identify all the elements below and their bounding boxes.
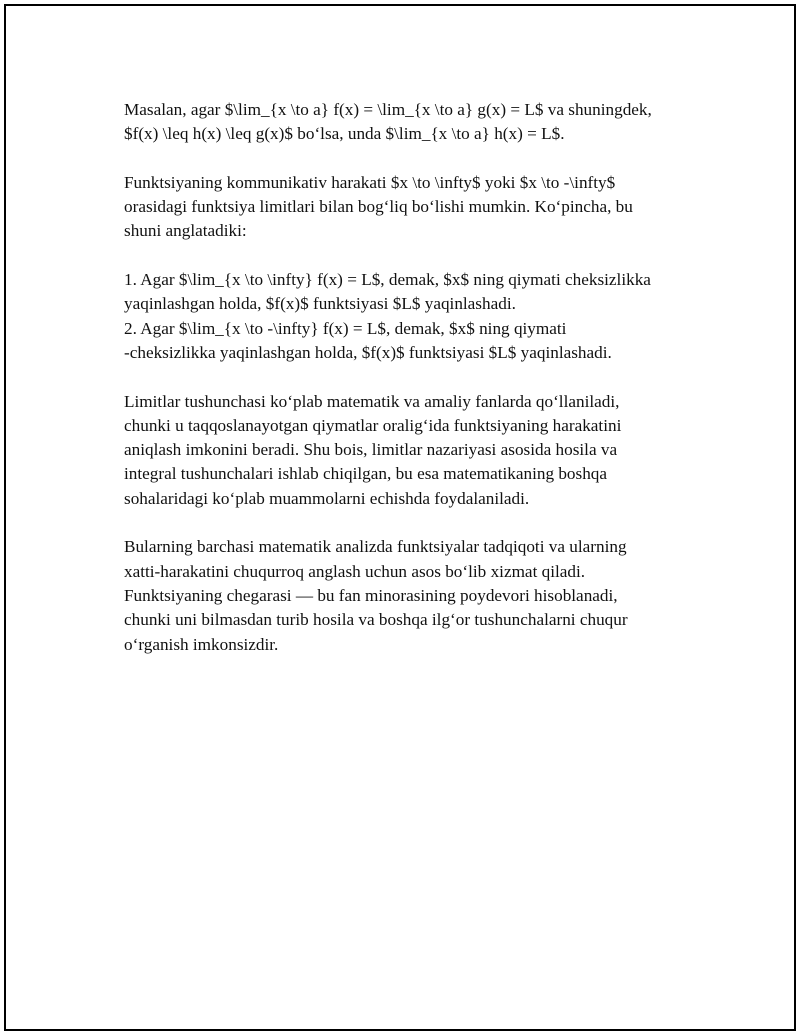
text-line: $f(x) \leq h(x) \leq g(x)$ bo‘lsa, unda $\lim_{x \to a} h(x) = L$.	[124, 124, 565, 144]
list-item-1-line: yaqinlashgan holda, $f(x)$ funktsiyasi $L$ yaqinlashadi.	[124, 294, 516, 314]
text-line: xatti-harakatini chuqurroq anglash uchun asos bo‘lib xizmat qiladi.	[124, 561, 586, 581]
text-line: Funktsiyaning chegarasi — bu fan minorasining poydevori hisoblanadi,	[124, 585, 618, 605]
text-line: Masalan, agar $\lim_{x \to a} f(x) = \lim_{x \to a} g(x) = L$ va shuningdek,	[124, 100, 652, 119]
list-item-1-line: 1. Agar $\lim_{x \to \infty} f(x) = L$, demak, $x$ ning qiymati cheksizlikka	[124, 270, 651, 290]
text-line: Bularning barchasi matematik analizda funktsiyalar tadqiqoti va ularning	[124, 537, 627, 557]
paragraph-infinity-behavior	[124, 171, 704, 244]
text-line: aniqlash imkonini beradi. Shu bois, limitlar nazariyasi asosida hosila va	[124, 440, 618, 460]
paragraph-limit-applications	[124, 390, 704, 511]
text-line: sohalaridagi ko‘plab muammolarni echishda foydalaniladi.	[124, 488, 530, 508]
text-line: integral tushunchalari ishlab chiqilgan, bu esa matematikaning boshqa	[124, 464, 608, 484]
list-item-2-line: 2. Agar $\lim_{x \to -\infty} f(x) = L$, demak, $x$ ning qiymati	[124, 318, 567, 338]
document-body	[124, 98, 704, 681]
page-frame	[4, 4, 796, 1031]
text-line: o‘rganish imkonsizdir.	[124, 634, 279, 654]
text-line: Limitlar tushunchasi ko‘plab matematik va amaliy fanlarda qo‘llaniladi,	[124, 391, 620, 411]
text-line: chunki u taqqoslanayotgan qiymatlar oralig‘ida funktsiyaning harakatini	[124, 415, 622, 435]
text-line: chunki uni bilmasdan turib hosila va boshqa ilg‘or tushunchalarni chuqur	[124, 610, 628, 630]
text-line: shuni anglatadiki:	[124, 221, 247, 241]
paragraph-limit-example	[124, 98, 704, 147]
numbered-list	[124, 268, 704, 365]
list-item-2-line: -cheksizlikka yaqinlashgan holda, $f(x)$ funktsiyasi $L$ yaqinlashadi.	[124, 342, 612, 362]
paragraph-conclusion	[124, 535, 704, 656]
text-line: Funktsiyaning kommunikativ harakati $x \to \infty$ yoki $x \to -\infty$	[124, 172, 616, 192]
text-line: orasidagi funktsiya limitlari bilan bog‘liq bo‘lishi mumkin. Ko‘pincha, bu	[124, 197, 633, 217]
